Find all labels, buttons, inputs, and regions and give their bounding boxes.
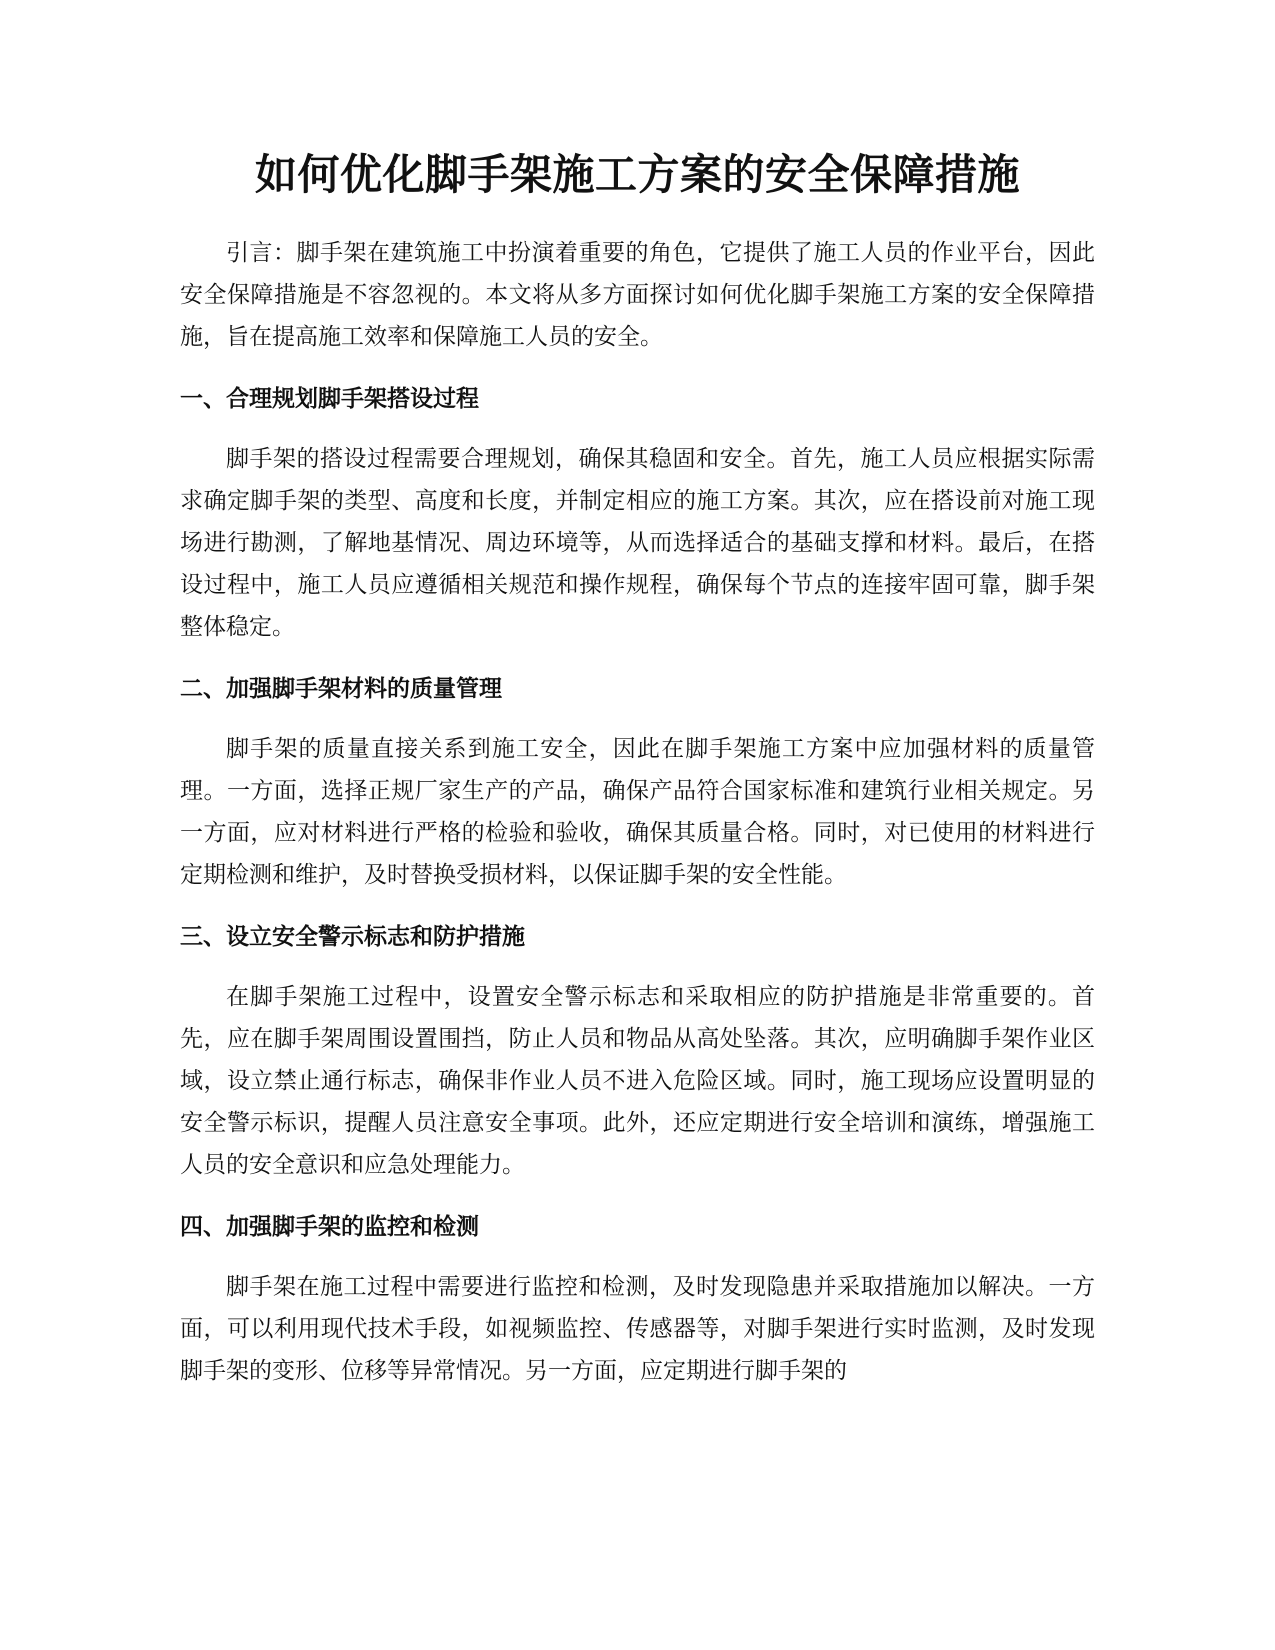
section-1 bbox=[180, 384, 1095, 648]
section-3 bbox=[180, 922, 1095, 1186]
section-heading: 三、设立安全警示标志和防护措施 bbox=[180, 924, 525, 951]
section-paragraph: 在脚手架施工过程中，设置安全警示标志和采取相应的防护措施是非常重要的。首先，应在脚手架周围设置围挡，防止人员和物品从高处坠落。其次，应明确脚手架作业区域，设立禁止通行标志，确保非作业人员不进入危险区域。同时，施工现场应设置明显的安全警示标识，提醒人员注意安全事项。此外，还应定期进行安全培训和演练，增强施工人员的安全意识和应急处理能力。 bbox=[180, 984, 1095, 1179]
section-2 bbox=[180, 674, 1095, 896]
section-4 bbox=[180, 1212, 1095, 1392]
section-heading: 二、加强脚手架材料的质量管理 bbox=[180, 676, 502, 703]
section-paragraph: 脚手架在施工过程中需要进行监控和检测，及时发现隐患并采取措施加以解决。一方面，可以利用现代技术手段，如视频监控、传感器等，对脚手架进行实时监测，及时发现脚手架的变形、位移等异常情况。另一方面，应定期进行脚手架的 bbox=[180, 1274, 1095, 1385]
intro-paragraph: 引言：脚手架在建筑施工中扮演着重要的角色，它提供了施工人员的作业平台，因此安全保障措施是不容忽视的。本文将从多方面探讨如何优化脚手架施工方案的安全保障措施，旨在提高施工效率和保障施工人员的安全。 bbox=[180, 240, 1095, 351]
section-paragraph: 脚手架的质量直接关系到施工安全，因此在脚手架施工方案中应加强材料的质量管理。一方面，选择正规厂家生产的产品，确保产品符合国家标准和建筑行业相关规定。另一方面，应对材料进行严格的检验和验收，确保其质量合格。同时，对已使用的材料进行定期检测和维护，及时替换受损材料，以保证脚手架的安全性能。 bbox=[180, 736, 1095, 889]
document-title: 如何优化脚手架施工方案的安全保障措施 bbox=[254, 150, 1020, 199]
document-page bbox=[180, 150, 1095, 1392]
section-heading: 一、合理规划脚手架搭设过程 bbox=[180, 386, 479, 413]
section-heading: 四、加强脚手架的监控和检测 bbox=[180, 1214, 479, 1241]
section-paragraph: 脚手架的搭设过程需要合理规划，确保其稳固和安全。首先，施工人员应根据实际需求确定脚手架的类型、高度和长度，并制定相应的施工方案。其次，应在搭设前对施工现场进行勘测，了解地基情况、周边环境等，从而选择适合的基础支撑和材料。最后，在搭设过程中，施工人员应遵循相关规范和操作规程，确保每个节点的连接牢固可靠，脚手架整体稳定。 bbox=[180, 446, 1095, 641]
